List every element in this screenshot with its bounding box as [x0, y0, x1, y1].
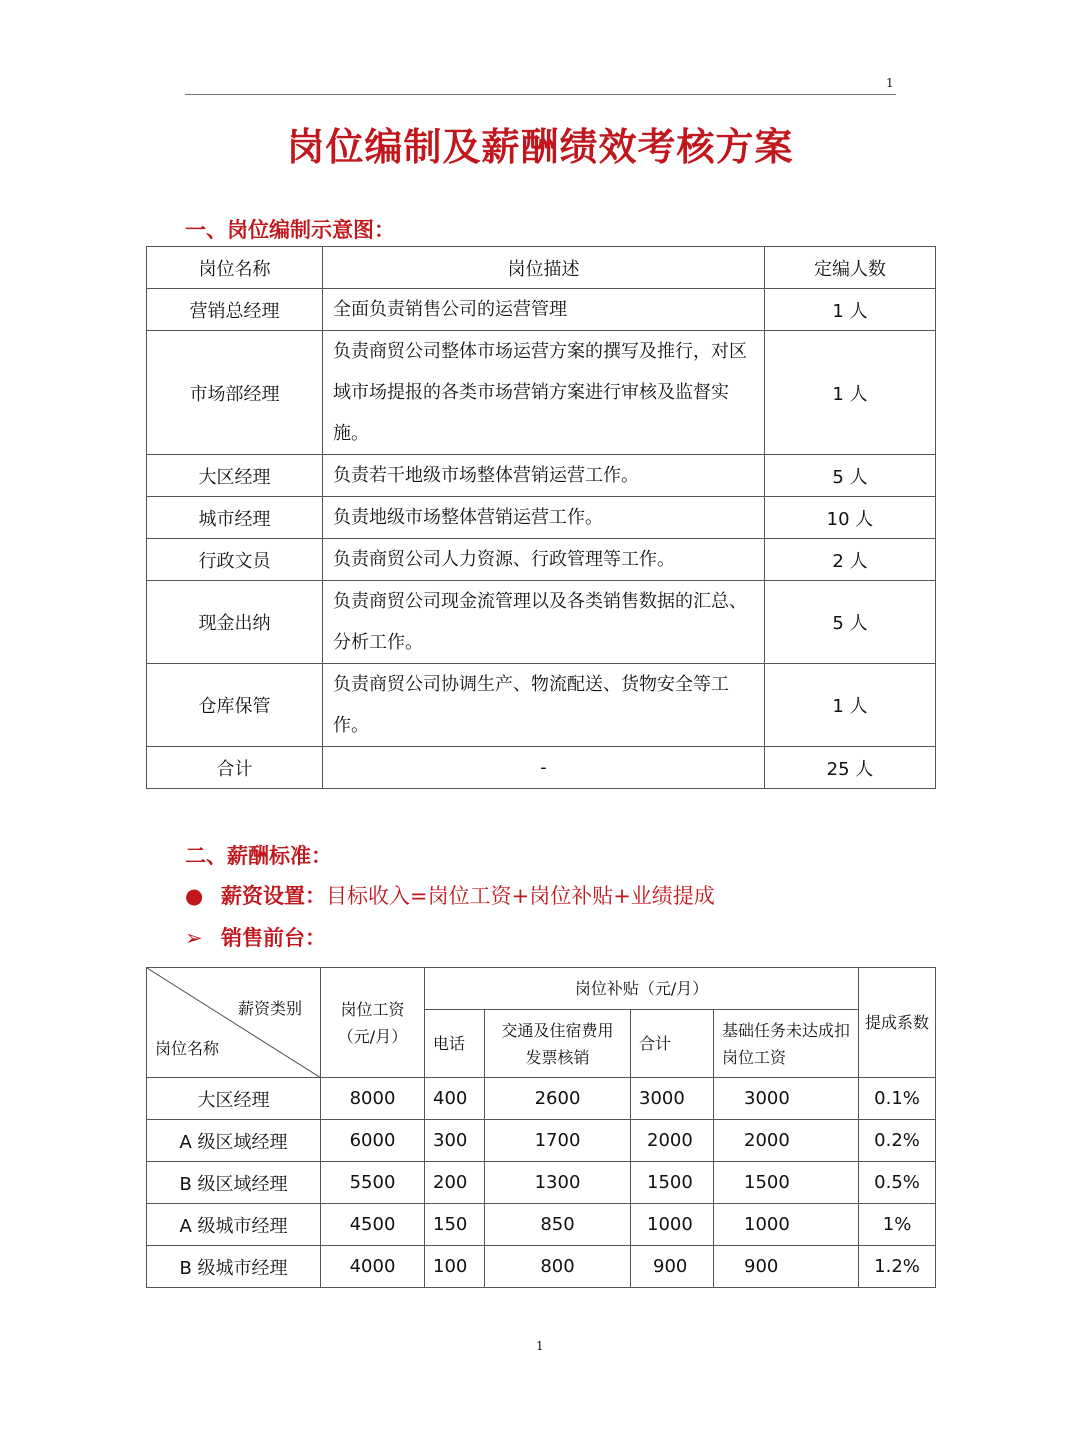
- position-desc: 负责若干地级市场整体营销运营工作。: [323, 455, 765, 497]
- deduction: 900: [714, 1246, 859, 1288]
- position-name: B 级城市经理: [147, 1246, 321, 1288]
- table-header-row: [147, 968, 936, 1010]
- position-name: A 级区域经理: [147, 1120, 321, 1162]
- headcount: 5 人: [765, 455, 936, 497]
- phone-allowance: 400: [425, 1078, 485, 1120]
- table-row: [147, 539, 936, 581]
- headcount: 1 人: [765, 664, 936, 747]
- bullet-lead: 销售前台：: [221, 926, 326, 950]
- transport-allowance: 2600: [485, 1078, 631, 1120]
- position-name: 仓库保管: [147, 664, 323, 747]
- header-base-salary: 岗位工资（元/月）: [321, 968, 425, 1078]
- position-name: A 级城市经理: [147, 1204, 321, 1246]
- headcount: 5 人: [765, 581, 936, 664]
- deduction: 1500: [714, 1162, 859, 1204]
- page-number-top: 1: [886, 76, 894, 90]
- table-total-row: [147, 747, 936, 789]
- position-desc: 负责商贸公司现金流管理以及各类销售数据的汇总、分析工作。: [323, 581, 765, 664]
- table-row: [147, 289, 936, 331]
- section2-heading: 二、薪酬标准：: [185, 844, 332, 868]
- transport-allowance: 850: [485, 1204, 631, 1246]
- commission-rate: 0.2%: [859, 1120, 936, 1162]
- table-row: [147, 331, 936, 455]
- base-salary: 8000: [321, 1078, 425, 1120]
- allowance-total: 900: [631, 1246, 714, 1288]
- header-position-name: 岗位名称: [147, 247, 323, 289]
- header-rule: [185, 94, 896, 95]
- allowance-total: 1500: [631, 1162, 714, 1204]
- position-desc: 全面负责销售公司的运营管理: [323, 289, 765, 331]
- phone-allowance: 150: [425, 1204, 485, 1246]
- allowance-total: 2000: [631, 1120, 714, 1162]
- transport-allowance: 1300: [485, 1162, 631, 1204]
- base-salary: 4000: [321, 1246, 425, 1288]
- deduction: 1000: [714, 1204, 859, 1246]
- phone-allowance: 300: [425, 1120, 485, 1162]
- bullet-lead: 薪资设置：: [221, 884, 326, 908]
- bullet-salary-setting: [185, 880, 715, 910]
- diagonal-header-cell: [147, 968, 321, 1078]
- position-desc: 负责商贸公司协调生产、物流配送、货物安全等工作。: [323, 664, 765, 747]
- table-row: [147, 497, 936, 539]
- diagonal-line: [147, 968, 321, 1078]
- headcount: 1 人: [765, 331, 936, 455]
- header-allowance-group: 岗位补贴（元/月）: [425, 968, 859, 1010]
- headcount: 10 人: [765, 497, 936, 539]
- table-header-row: [147, 247, 936, 289]
- table-row: [147, 581, 936, 664]
- header-headcount: 定编人数: [765, 247, 936, 289]
- table-row: [147, 1162, 936, 1204]
- position-desc: 负责地级市场整体营销运营工作。: [323, 497, 765, 539]
- arrow-bullet-icon: ➢: [185, 926, 203, 950]
- headcount: 1 人: [765, 289, 936, 331]
- position-name: 现金出纳: [147, 581, 323, 664]
- diag-header-position-name: 岗位名称: [155, 1039, 220, 1058]
- position-name: 大区经理: [147, 1078, 321, 1120]
- page-number-bottom: 1: [536, 1339, 544, 1353]
- deduction: 2000: [714, 1120, 859, 1162]
- headcount: 2 人: [765, 539, 936, 581]
- commission-rate: 0.1%: [859, 1078, 936, 1120]
- total-desc: -: [323, 747, 765, 789]
- phone-allowance: 200: [425, 1162, 485, 1204]
- salary-table: [146, 967, 936, 1288]
- bullet-sales-front: [185, 922, 326, 952]
- diag-header-salary-type: 薪资类别: [237, 999, 302, 1018]
- header-commission-rate: 提成系数: [859, 968, 936, 1078]
- header-phone: 电话: [425, 1010, 485, 1078]
- position-desc: 负责商贸公司整体市场运营方案的撰写及推行，对区域市场提报的各类市场营销方案进行审核及监督实施。: [323, 331, 765, 455]
- position-name: 营销总经理: [147, 289, 323, 331]
- staffing-table: [146, 246, 936, 789]
- base-salary: 6000: [321, 1120, 425, 1162]
- transport-allowance: 800: [485, 1246, 631, 1288]
- table-row: [147, 1078, 936, 1120]
- position-name: 城市经理: [147, 497, 323, 539]
- commission-rate: 1.2%: [859, 1246, 936, 1288]
- position-name: 行政文员: [147, 539, 323, 581]
- table-row: [147, 1204, 936, 1246]
- table-row: [147, 1246, 936, 1288]
- total-headcount: 25 人: [765, 747, 936, 789]
- position-name: B 级区域经理: [147, 1162, 321, 1204]
- header-allowance-total: 合计: [631, 1010, 714, 1078]
- allowance-total: 3000: [631, 1078, 714, 1120]
- commission-rate: 0.5%: [859, 1162, 936, 1204]
- total-label: 合计: [147, 747, 323, 789]
- document-title: 岗位编制及薪酬绩效考核方案: [286, 125, 794, 169]
- allowance-total: 1000: [631, 1204, 714, 1246]
- position-name: 市场部经理: [147, 331, 323, 455]
- position-name: 大区经理: [147, 455, 323, 497]
- base-salary: 4500: [321, 1204, 425, 1246]
- transport-allowance: 1700: [485, 1120, 631, 1162]
- table-row: [147, 1120, 936, 1162]
- table-row: [147, 664, 936, 747]
- bullet-text: 目标收入=岗位工资+岗位补贴+业绩提成: [326, 884, 715, 908]
- commission-rate: 1%: [859, 1204, 936, 1246]
- bullet-dot-icon: ●: [185, 884, 204, 908]
- header-position-desc: 岗位描述: [323, 247, 765, 289]
- header-deduction: 基础任务未达成扣岗位工资: [714, 1010, 859, 1078]
- deduction: 3000: [714, 1078, 859, 1120]
- base-salary: 5500: [321, 1162, 425, 1204]
- header-transport: 交通及住宿费用发票核销: [485, 1010, 631, 1078]
- section1-heading: 一、岗位编制示意图：: [185, 218, 395, 242]
- phone-allowance: 100: [425, 1246, 485, 1288]
- table-row: [147, 455, 936, 497]
- position-desc: 负责商贸公司人力资源、行政管理等工作。: [323, 539, 765, 581]
